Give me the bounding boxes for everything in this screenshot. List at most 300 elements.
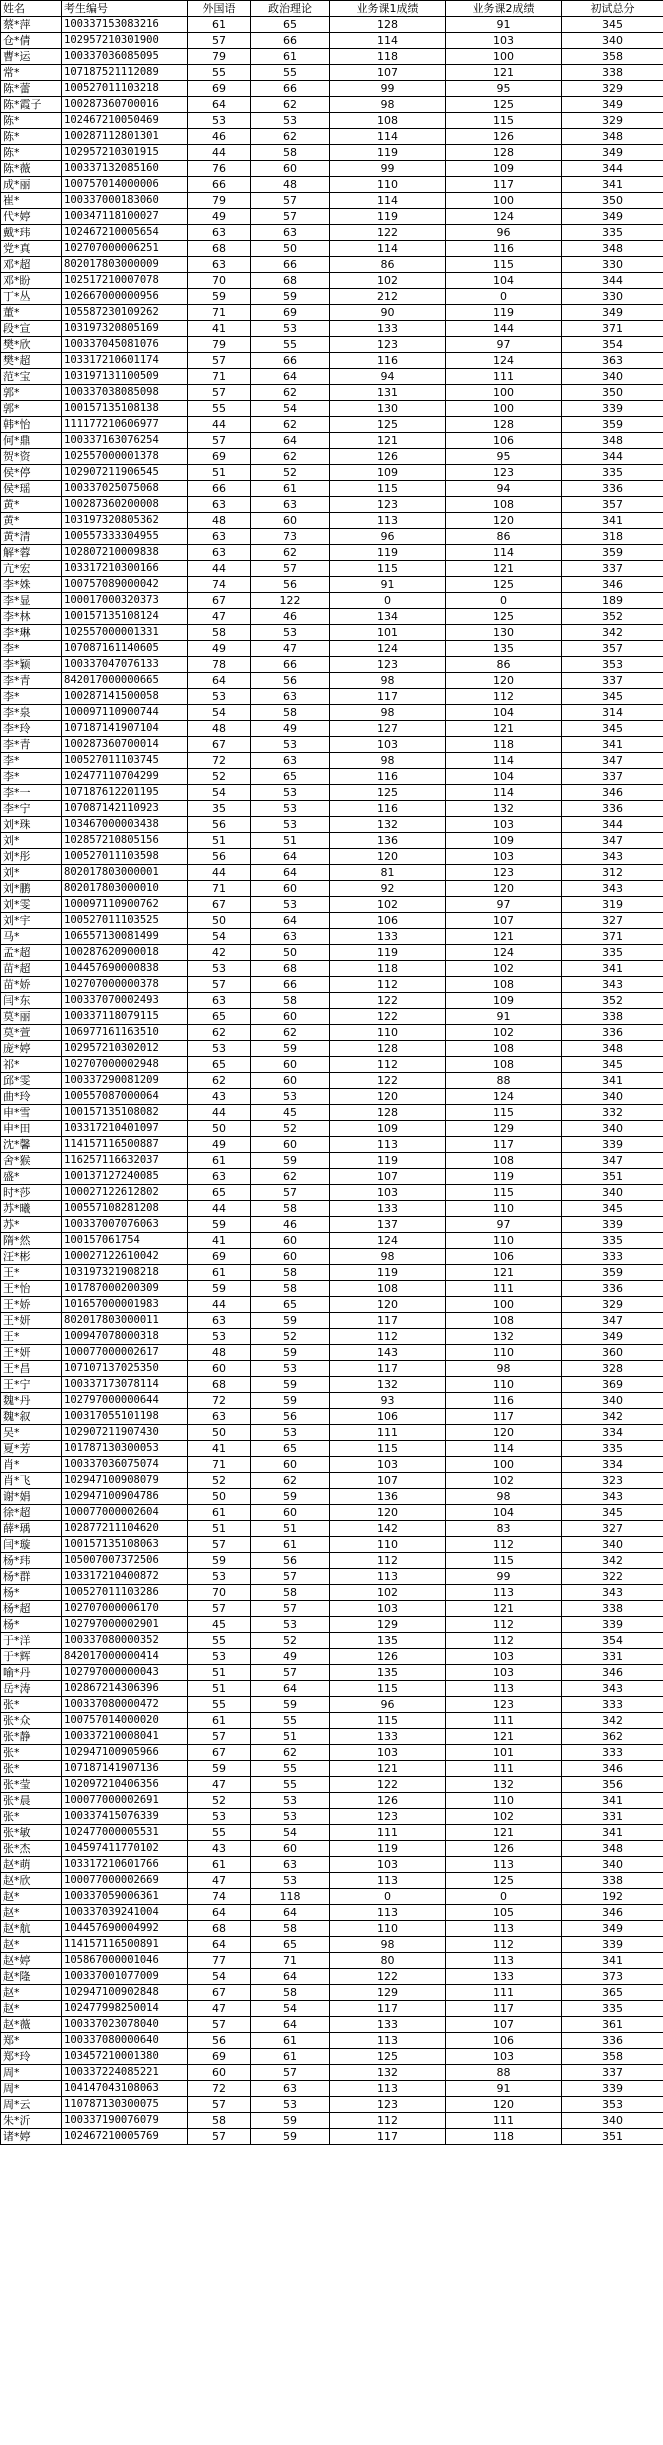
cell-exam-id: 102707000006170 <box>62 1601 188 1617</box>
table-row <box>1 1777 663 1793</box>
cell-politics: 57 <box>251 2065 330 2081</box>
cell-exam-id: 100337080000640 <box>62 2033 188 2049</box>
cell-name: 李*琳 <box>1 625 62 641</box>
cell-foreign-language: 52 <box>188 1793 251 1809</box>
cell-exam-id: 107087161140605 <box>62 641 188 657</box>
table-row <box>1 785 663 801</box>
cell-foreign-language: 55 <box>188 401 251 417</box>
cell-subject1: 125 <box>330 417 446 433</box>
header-foreign-language: 外国语 <box>188 1 251 17</box>
cell-politics: 57 <box>251 561 330 577</box>
cell-total: 340 <box>562 1185 663 1201</box>
table-row <box>1 1105 663 1121</box>
cell-subject1: 128 <box>330 1105 446 1121</box>
cell-total: 340 <box>562 1089 663 1105</box>
cell-subject1: 119 <box>330 209 446 225</box>
cell-subject1: 114 <box>330 33 446 49</box>
table-row <box>1 1169 663 1185</box>
cell-subject1: 129 <box>330 1617 446 1633</box>
cell-subject1: 102 <box>330 1585 446 1601</box>
cell-name: 王*娇 <box>1 1297 62 1313</box>
cell-politics: 52 <box>251 465 330 481</box>
cell-politics: 53 <box>251 1809 330 1825</box>
cell-politics: 63 <box>251 2081 330 2097</box>
cell-politics: 59 <box>251 2129 330 2145</box>
cell-subject2: 115 <box>446 1553 562 1569</box>
table-row <box>1 2081 663 2097</box>
cell-name: 仓*倩 <box>1 33 62 49</box>
table-row <box>1 1985 663 2001</box>
cell-foreign-language: 77 <box>188 1953 251 1969</box>
cell-subject2: 126 <box>446 1841 562 1857</box>
cell-politics: 53 <box>251 1873 330 1889</box>
cell-subject2: 124 <box>446 1089 562 1105</box>
cell-subject2: 108 <box>446 1057 562 1073</box>
cell-subject1: 123 <box>330 657 446 673</box>
cell-subject2: 108 <box>446 1041 562 1057</box>
cell-exam-id: 100337023078040 <box>62 2017 188 2033</box>
cell-total: 312 <box>562 865 663 881</box>
cell-name: 李*宁 <box>1 801 62 817</box>
cell-exam-id: 102867214306396 <box>62 1681 188 1697</box>
cell-subject2: 108 <box>446 977 562 993</box>
cell-total: 341 <box>562 1953 663 1969</box>
cell-subject1: 115 <box>330 1713 446 1729</box>
cell-subject1: 137 <box>330 1217 446 1233</box>
cell-exam-id: 103317210300166 <box>62 561 188 577</box>
cell-subject2: 97 <box>446 897 562 913</box>
table-row <box>1 1185 663 1201</box>
cell-subject2: 117 <box>446 1137 562 1153</box>
table-row <box>1 849 663 865</box>
cell-name: 赵*欣 <box>1 1873 62 1889</box>
cell-politics: 53 <box>251 321 330 337</box>
cell-subject1: 135 <box>330 1665 446 1681</box>
cell-subject1: 113 <box>330 2033 446 2049</box>
cell-politics: 64 <box>251 2017 330 2033</box>
cell-subject2: 133 <box>446 1969 562 1985</box>
cell-subject1: 103 <box>330 1857 446 1873</box>
table-row <box>1 705 663 721</box>
cell-name: 张* <box>1 1809 62 1825</box>
cell-politics: 52 <box>251 1329 330 1345</box>
cell-name: 张* <box>1 1745 62 1761</box>
cell-subject2: 114 <box>446 1441 562 1457</box>
table-row <box>1 321 663 337</box>
header-row <box>1 1 663 17</box>
cell-subject2: 100 <box>446 401 562 417</box>
cell-total: 371 <box>562 321 663 337</box>
cell-subject2: 121 <box>446 1729 562 1745</box>
cell-politics: 64 <box>251 865 330 881</box>
cell-subject1: 110 <box>330 1921 446 1937</box>
cell-foreign-language: 53 <box>188 1649 251 1665</box>
table-row <box>1 1377 663 1393</box>
cell-subject1: 114 <box>330 129 446 145</box>
cell-subject2: 112 <box>446 1617 562 1633</box>
cell-subject2: 113 <box>446 1921 562 1937</box>
cell-foreign-language: 72 <box>188 1393 251 1409</box>
cell-politics: 58 <box>251 1201 330 1217</box>
cell-exam-id: 103467000003438 <box>62 817 188 833</box>
table-row <box>1 1201 663 1217</box>
cell-politics: 46 <box>251 1217 330 1233</box>
cell-politics: 59 <box>251 1153 330 1169</box>
cell-name: 肖* <box>1 1457 62 1473</box>
table-row <box>1 289 663 305</box>
cell-politics: 57 <box>251 1569 330 1585</box>
cell-name: 诸*婷 <box>1 2129 62 2145</box>
cell-subject2: 100 <box>446 1297 562 1313</box>
cell-exam-id: 102517210007078 <box>62 273 188 289</box>
cell-subject2: 83 <box>446 1521 562 1537</box>
cell-total: 352 <box>562 609 663 625</box>
cell-foreign-language: 74 <box>188 1889 251 1905</box>
cell-exam-id: 102477000005531 <box>62 1825 188 1841</box>
cell-name: 李*姝 <box>1 577 62 593</box>
cell-name: 刘*鹏 <box>1 881 62 897</box>
cell-foreign-language: 48 <box>188 1345 251 1361</box>
cell-exam-id: 100557087000064 <box>62 1089 188 1105</box>
cell-foreign-language: 66 <box>188 481 251 497</box>
table-row <box>1 433 663 449</box>
cell-subject1: 86 <box>330 257 446 273</box>
cell-exam-id: 100337190076079 <box>62 2113 188 2129</box>
cell-exam-id: 100077000002617 <box>62 1345 188 1361</box>
cell-subject2: 118 <box>446 2129 562 2145</box>
cell-subject2: 95 <box>446 81 562 97</box>
cell-name: 崔* <box>1 193 62 209</box>
cell-exam-id: 102707000006251 <box>62 241 188 257</box>
cell-subject1: 143 <box>330 1345 446 1361</box>
cell-exam-id: 102477998250014 <box>62 2001 188 2017</box>
cell-subject1: 115 <box>330 1441 446 1457</box>
cell-subject2: 111 <box>446 1713 562 1729</box>
table-row <box>1 1537 663 1553</box>
table-row <box>1 81 663 97</box>
cell-name: 韩*怡 <box>1 417 62 433</box>
cell-total: 330 <box>562 289 663 305</box>
cell-exam-id: 107087142110923 <box>62 801 188 817</box>
table-row <box>1 1009 663 1025</box>
cell-foreign-language: 67 <box>188 593 251 609</box>
cell-name: 郑*玲 <box>1 2049 62 2065</box>
cell-exam-id: 110787130300075 <box>62 2097 188 2113</box>
cell-foreign-language: 63 <box>188 529 251 545</box>
cell-name: 时*莎 <box>1 1185 62 1201</box>
table-row <box>1 1585 663 1601</box>
cell-subject2: 116 <box>446 1393 562 1409</box>
cell-exam-id: 102467210005769 <box>62 2129 188 2145</box>
cell-foreign-language: 58 <box>188 2113 251 2129</box>
cell-total: 343 <box>562 1681 663 1697</box>
table-row <box>1 1553 663 1569</box>
cell-name: 魏*丹 <box>1 1393 62 1409</box>
cell-name: 李* <box>1 641 62 657</box>
cell-exam-id: 100337118079115 <box>62 1009 188 1025</box>
cell-exam-id: 100077000002691 <box>62 1793 188 1809</box>
cell-politics: 63 <box>251 497 330 513</box>
table-row <box>1 2049 663 2065</box>
cell-politics: 56 <box>251 1553 330 1569</box>
cell-subject1: 98 <box>330 753 446 769</box>
cell-subject2: 110 <box>446 1201 562 1217</box>
cell-foreign-language: 49 <box>188 641 251 657</box>
cell-name: 盛* <box>1 1169 62 1185</box>
cell-foreign-language: 56 <box>188 849 251 865</box>
cell-subject1: 121 <box>330 1761 446 1777</box>
cell-foreign-language: 65 <box>188 1185 251 1201</box>
cell-exam-id: 100287620900018 <box>62 945 188 961</box>
cell-name: 申*田 <box>1 1121 62 1137</box>
cell-politics: 63 <box>251 753 330 769</box>
cell-subject1: 91 <box>330 577 446 593</box>
cell-subject1: 132 <box>330 817 446 833</box>
cell-subject2: 112 <box>446 1937 562 1953</box>
cell-total: 336 <box>562 481 663 497</box>
cell-foreign-language: 44 <box>188 145 251 161</box>
cell-politics: 52 <box>251 1633 330 1649</box>
header-total: 初试总分 <box>562 1 663 17</box>
cell-exam-id: 100157135108082 <box>62 1105 188 1121</box>
cell-name: 隋*然 <box>1 1233 62 1249</box>
cell-subject2: 115 <box>446 113 562 129</box>
cell-subject2: 123 <box>446 1697 562 1713</box>
cell-foreign-language: 53 <box>188 1569 251 1585</box>
cell-subject1: 110 <box>330 1537 446 1553</box>
cell-name: 张*莹 <box>1 1777 62 1793</box>
cell-foreign-language: 50 <box>188 1425 251 1441</box>
cell-subject1: 103 <box>330 1457 446 1473</box>
cell-politics: 62 <box>251 1169 330 1185</box>
cell-foreign-language: 59 <box>188 1281 251 1297</box>
cell-foreign-language: 79 <box>188 337 251 353</box>
cell-subject2: 103 <box>446 849 562 865</box>
cell-subject1: 0 <box>330 1889 446 1905</box>
table-row <box>1 737 663 753</box>
cell-subject2: 117 <box>446 177 562 193</box>
cell-foreign-language: 61 <box>188 1713 251 1729</box>
cell-subject1: 92 <box>330 881 446 897</box>
cell-total: 369 <box>562 1377 663 1393</box>
cell-foreign-language: 48 <box>188 721 251 737</box>
cell-foreign-language: 72 <box>188 753 251 769</box>
cell-total: 335 <box>562 225 663 241</box>
cell-subject2: 97 <box>446 1217 562 1233</box>
table-row <box>1 545 663 561</box>
table-row <box>1 49 663 65</box>
cell-total: 331 <box>562 1809 663 1825</box>
cell-subject2: 109 <box>446 833 562 849</box>
cell-foreign-language: 66 <box>188 177 251 193</box>
cell-subject1: 122 <box>330 993 446 1009</box>
cell-exam-id: 100337059006361 <box>62 1889 188 1905</box>
cell-total: 345 <box>562 1201 663 1217</box>
cell-total: 338 <box>562 65 663 81</box>
cell-total: 340 <box>562 1857 663 1873</box>
table-row <box>1 1121 663 1137</box>
cell-subject1: 103 <box>330 737 446 753</box>
cell-total: 344 <box>562 449 663 465</box>
cell-subject2: 106 <box>446 1249 562 1265</box>
cell-subject1: 98 <box>330 1249 446 1265</box>
cell-exam-id: 100527011103598 <box>62 849 188 865</box>
cell-politics: 62 <box>251 449 330 465</box>
cell-exam-id: 107187141907136 <box>62 1761 188 1777</box>
cell-total: 335 <box>562 465 663 481</box>
cell-subject1: 94 <box>330 369 446 385</box>
header-name: 姓名 <box>1 1 62 17</box>
cell-foreign-language: 51 <box>188 833 251 849</box>
cell-name: 黄* <box>1 497 62 513</box>
cell-subject2: 114 <box>446 753 562 769</box>
cell-name: 陈* <box>1 129 62 145</box>
cell-politics: 64 <box>251 849 330 865</box>
cell-name: 刘* <box>1 833 62 849</box>
cell-subject2: 111 <box>446 1761 562 1777</box>
cell-foreign-language: 63 <box>188 225 251 241</box>
table-row <box>1 929 663 945</box>
cell-politics: 53 <box>251 1425 330 1441</box>
cell-name: 曲*玲 <box>1 1089 62 1105</box>
cell-name: 刘*彤 <box>1 849 62 865</box>
cell-foreign-language: 64 <box>188 1937 251 1953</box>
cell-subject1: 119 <box>330 545 446 561</box>
cell-name: 谢*娟 <box>1 1489 62 1505</box>
cell-subject1: 112 <box>330 1057 446 1073</box>
cell-total: 338 <box>562 1601 663 1617</box>
table-row <box>1 1153 663 1169</box>
cell-foreign-language: 51 <box>188 1681 251 1697</box>
cell-name: 张* <box>1 1761 62 1777</box>
cell-name: 王*宁 <box>1 1377 62 1393</box>
cell-name: 蔡*萍 <box>1 17 62 33</box>
cell-name: 孟*超 <box>1 945 62 961</box>
cell-politics: 53 <box>251 1089 330 1105</box>
cell-exam-id: 100527011103525 <box>62 913 188 929</box>
table-row <box>1 1297 663 1313</box>
cell-name: 王*妍 <box>1 1345 62 1361</box>
cell-name: 李*一 <box>1 785 62 801</box>
cell-politics: 59 <box>251 1697 330 1713</box>
cell-foreign-language: 47 <box>188 2001 251 2017</box>
cell-total: 335 <box>562 1233 663 1249</box>
table-row <box>1 1137 663 1153</box>
cell-total: 339 <box>562 401 663 417</box>
cell-subject2: 100 <box>446 193 562 209</box>
cell-exam-id: 116257116632037 <box>62 1153 188 1169</box>
cell-foreign-language: 54 <box>188 929 251 945</box>
cell-total: 348 <box>562 1041 663 1057</box>
table-row <box>1 1617 663 1633</box>
cell-exam-id: 106977161163510 <box>62 1025 188 1041</box>
cell-politics: 59 <box>251 1313 330 1329</box>
table-row <box>1 2065 663 2081</box>
cell-subject1: 122 <box>330 1777 446 1793</box>
cell-subject1: 93 <box>330 1393 446 1409</box>
cell-exam-id: 102097210406356 <box>62 1777 188 1793</box>
cell-name: 周* <box>1 2065 62 2081</box>
table-row <box>1 1841 663 1857</box>
cell-subject1: 116 <box>330 801 446 817</box>
cell-subject2: 0 <box>446 1889 562 1905</box>
cell-name: 申*雪 <box>1 1105 62 1121</box>
cell-politics: 60 <box>251 1249 330 1265</box>
cell-name: 祁* <box>1 1057 62 1073</box>
cell-total: 342 <box>562 1713 663 1729</box>
cell-subject1: 123 <box>330 2097 446 2113</box>
table-row <box>1 1089 663 1105</box>
cell-subject2: 124 <box>446 945 562 961</box>
cell-foreign-language: 41 <box>188 321 251 337</box>
cell-politics: 65 <box>251 1297 330 1313</box>
cell-politics: 66 <box>251 33 330 49</box>
cell-name: 亢*宏 <box>1 561 62 577</box>
cell-exam-id: 102907211906545 <box>62 465 188 481</box>
cell-subject2: 119 <box>446 1169 562 1185</box>
cell-exam-id: 101787130300053 <box>62 1441 188 1457</box>
cell-subject2: 106 <box>446 433 562 449</box>
cell-politics: 58 <box>251 1921 330 1937</box>
cell-foreign-language: 52 <box>188 1473 251 1489</box>
cell-subject1: 134 <box>330 609 446 625</box>
cell-subject1: 110 <box>330 177 446 193</box>
cell-total: 349 <box>562 1329 663 1345</box>
cell-foreign-language: 44 <box>188 1201 251 1217</box>
cell-politics: 122 <box>251 593 330 609</box>
cell-total: 333 <box>562 1249 663 1265</box>
cell-politics: 50 <box>251 241 330 257</box>
cell-total: 340 <box>562 2113 663 2129</box>
cell-subject2: 99 <box>446 1569 562 1585</box>
cell-foreign-language: 44 <box>188 1105 251 1121</box>
table-row <box>1 225 663 241</box>
cell-subject2: 0 <box>446 289 562 305</box>
cell-name: 李* <box>1 753 62 769</box>
cell-exam-id: 111177210606977 <box>62 417 188 433</box>
cell-name: 王* <box>1 1265 62 1281</box>
cell-subject1: 108 <box>330 1281 446 1297</box>
cell-total: 359 <box>562 1265 663 1281</box>
cell-subject2: 91 <box>446 2081 562 2097</box>
cell-exam-id: 103317210601174 <box>62 353 188 369</box>
cell-total: 343 <box>562 1489 663 1505</box>
table-row <box>1 145 663 161</box>
cell-politics: 66 <box>251 657 330 673</box>
cell-foreign-language: 53 <box>188 1809 251 1825</box>
cell-politics: 54 <box>251 2001 330 2017</box>
cell-total: 341 <box>562 1793 663 1809</box>
table-row <box>1 1073 663 1089</box>
cell-foreign-language: 70 <box>188 1585 251 1601</box>
table-row <box>1 1041 663 1057</box>
cell-foreign-language: 64 <box>188 97 251 113</box>
cell-total: 349 <box>562 305 663 321</box>
cell-name: 黄*清 <box>1 529 62 545</box>
table-row <box>1 97 663 113</box>
cell-exam-id: 102707000000378 <box>62 977 188 993</box>
cell-name: 莫*丽 <box>1 1009 62 1025</box>
cell-subject1: 117 <box>330 1313 446 1329</box>
cell-subject2: 113 <box>446 1681 562 1697</box>
cell-politics: 46 <box>251 609 330 625</box>
cell-total: 335 <box>562 2001 663 2017</box>
cell-exam-id: 100287141500058 <box>62 689 188 705</box>
cell-foreign-language: 69 <box>188 449 251 465</box>
table-row <box>1 881 663 897</box>
cell-foreign-language: 53 <box>188 113 251 129</box>
cell-name: 周* <box>1 2081 62 2097</box>
